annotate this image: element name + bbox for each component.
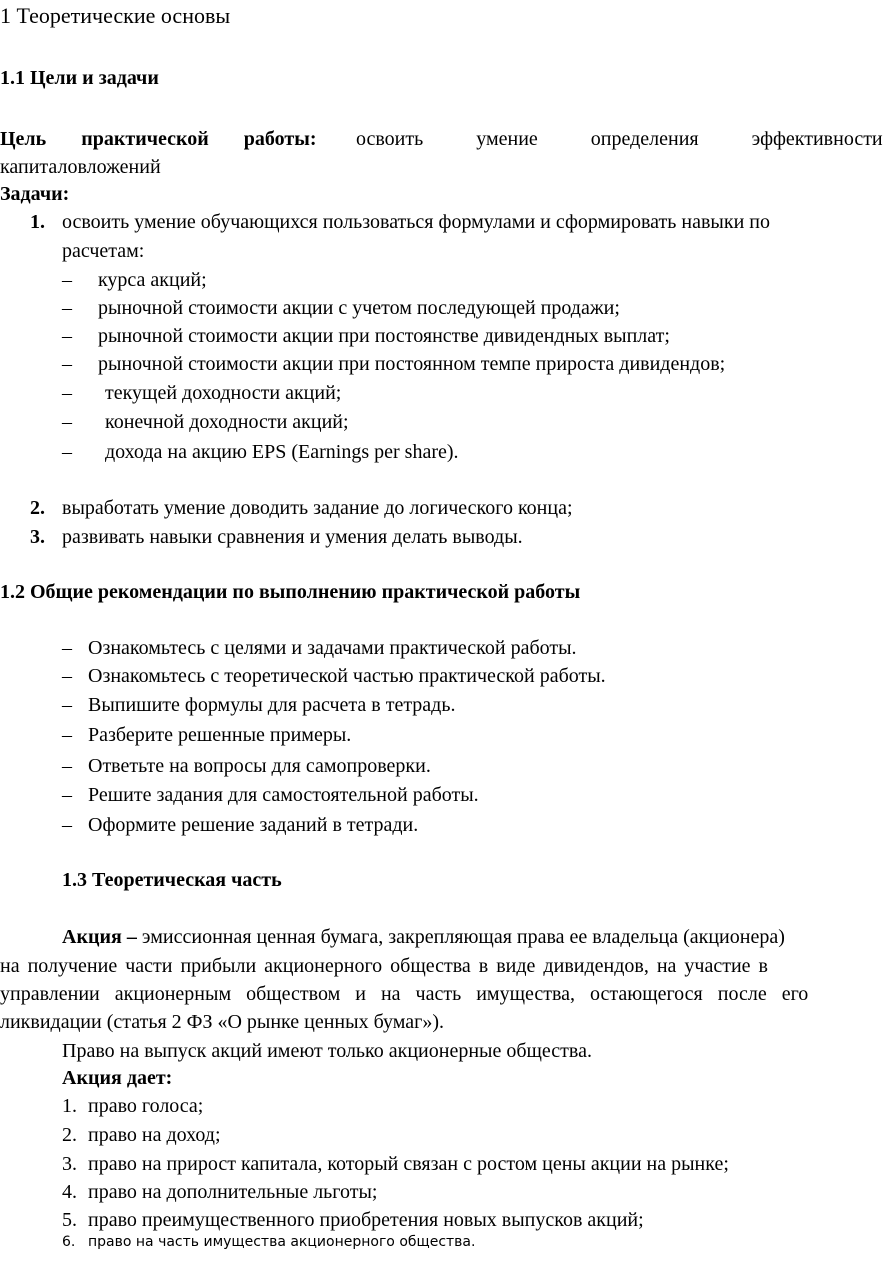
recommendation-5: Ответьте на вопросы для самопроверки. bbox=[88, 755, 431, 777]
subitem-4: рыночной стоимости акции при постоянном темпе прироста дивидендов; bbox=[98, 353, 726, 375]
dash-icon: – bbox=[62, 755, 72, 777]
gives-number-6: 6. bbox=[62, 1234, 76, 1250]
definition-line3: управлении акционерным обществом и на часть имущества, остающегося после его bbox=[0, 983, 809, 1005]
recommendation-7: Оформите решение заданий в тетради. bbox=[88, 814, 419, 836]
gives-number-1: 1. bbox=[62, 1095, 77, 1117]
recommendation-6: Решите задания для самостоятельной работы. bbox=[88, 784, 479, 806]
recommendation-4: Разберите решенные примеры. bbox=[88, 724, 352, 746]
section-1-1-title: 1.1 Цели и задачи bbox=[0, 67, 159, 89]
dash-icon: – bbox=[62, 269, 72, 291]
definition-line4: ликвидации (статья 2 ФЗ «О рынке ценных бумаг»). bbox=[0, 1011, 444, 1033]
task-number-1: 1. bbox=[30, 211, 45, 233]
task-3-text: развивать навыки сравнения и умения делать выводы. bbox=[62, 526, 523, 548]
issue-right-text: Право на выпуск акций имеют только акционерные общества. bbox=[62, 1040, 592, 1062]
goal-text bbox=[356, 127, 883, 151]
gives-label: Акция дает: bbox=[62, 1067, 173, 1089]
definition-line2: на получение части прибыли акционерного общества в виде дивидендов, на участие в bbox=[0, 955, 768, 977]
definition-term: Акция – bbox=[62, 926, 137, 948]
subitem-6: конечной доходности акций; bbox=[105, 411, 349, 433]
gives-item-2: право на доход; bbox=[88, 1124, 221, 1146]
task-1-line1: освоить умение обучающихся пользоваться формулами и сформировать навыки по bbox=[62, 211, 770, 233]
dash-icon: – bbox=[62, 382, 72, 404]
task-2-text: выработать умение доводить задание до логического конца; bbox=[62, 497, 573, 519]
dash-icon: – bbox=[62, 637, 72, 659]
subitem-7: дохода на акцию EPS (Earnings per share). bbox=[105, 441, 459, 463]
main-heading: 1 Теоретические основы bbox=[0, 3, 231, 28]
goal-label: Цель практической работы: bbox=[0, 128, 317, 150]
gives-number-2: 2. bbox=[62, 1124, 77, 1146]
dash-icon: – bbox=[62, 441, 72, 463]
recommendation-1: Ознакомьтесь с целями и задачами практической работы. bbox=[88, 637, 577, 659]
definition-text-line1: эмиссионная ценная бумага, закрепляющая права ее владельца (акционера) bbox=[141, 926, 785, 948]
goal-text-line2: капиталовложений bbox=[0, 156, 161, 178]
gives-item-5: право преимущественного приобретения новых выпусков акций; bbox=[88, 1209, 644, 1231]
dash-icon: – bbox=[62, 353, 72, 375]
gives-number-4: 4. bbox=[62, 1181, 77, 1203]
goal-text-line1: освоить умение определения эффективности bbox=[356, 128, 883, 150]
dash-icon: – bbox=[62, 784, 72, 806]
subitem-1: курса акций; bbox=[98, 269, 207, 291]
definition-line1 bbox=[62, 925, 816, 949]
dash-icon: – bbox=[62, 724, 72, 746]
subitem-3: рыночной стоимости акции при постоянстве дивидендных выплат; bbox=[98, 325, 670, 347]
task-number-3: 3. bbox=[30, 526, 45, 548]
gives-item-1: право голоса; bbox=[88, 1095, 204, 1117]
dash-icon: – bbox=[62, 814, 72, 836]
dash-icon: – bbox=[62, 665, 72, 687]
section-1-3-title: 1.3 Теоретическая часть bbox=[62, 869, 282, 891]
gives-number-5: 5. bbox=[62, 1209, 77, 1231]
goal-line bbox=[0, 127, 883, 151]
recommendation-2: Ознакомьтесь с теоретической частью практической работы. bbox=[88, 665, 606, 687]
recommendation-3: Выпишите формулы для расчета в тетрадь. bbox=[88, 694, 456, 716]
subitem-2: рыночной стоимости акции с учетом последующей продажи; bbox=[98, 297, 620, 319]
subitem-5: текущей доходности акций; bbox=[105, 382, 342, 404]
dash-icon: – bbox=[62, 297, 72, 319]
task-1-line2: расчетам: bbox=[62, 240, 145, 262]
dash-icon: – bbox=[62, 694, 72, 716]
dash-icon: – bbox=[62, 411, 72, 433]
section-1-2-title: 1.2 Общие рекомендации по выполнению практической работы bbox=[0, 581, 581, 603]
gives-number-3: 3. bbox=[62, 1153, 77, 1175]
task-number-2: 2. bbox=[30, 497, 45, 519]
gives-item-6: право на часть имущества акционерного общества. bbox=[88, 1234, 476, 1250]
dash-icon: – bbox=[62, 325, 72, 347]
gives-item-3: право на прирост капитала, который связан с ростом цены акции на рынке; bbox=[88, 1153, 729, 1175]
tasks-label: Задачи: bbox=[0, 183, 70, 205]
gives-item-4: право на дополнительные льготы; bbox=[88, 1181, 378, 1203]
